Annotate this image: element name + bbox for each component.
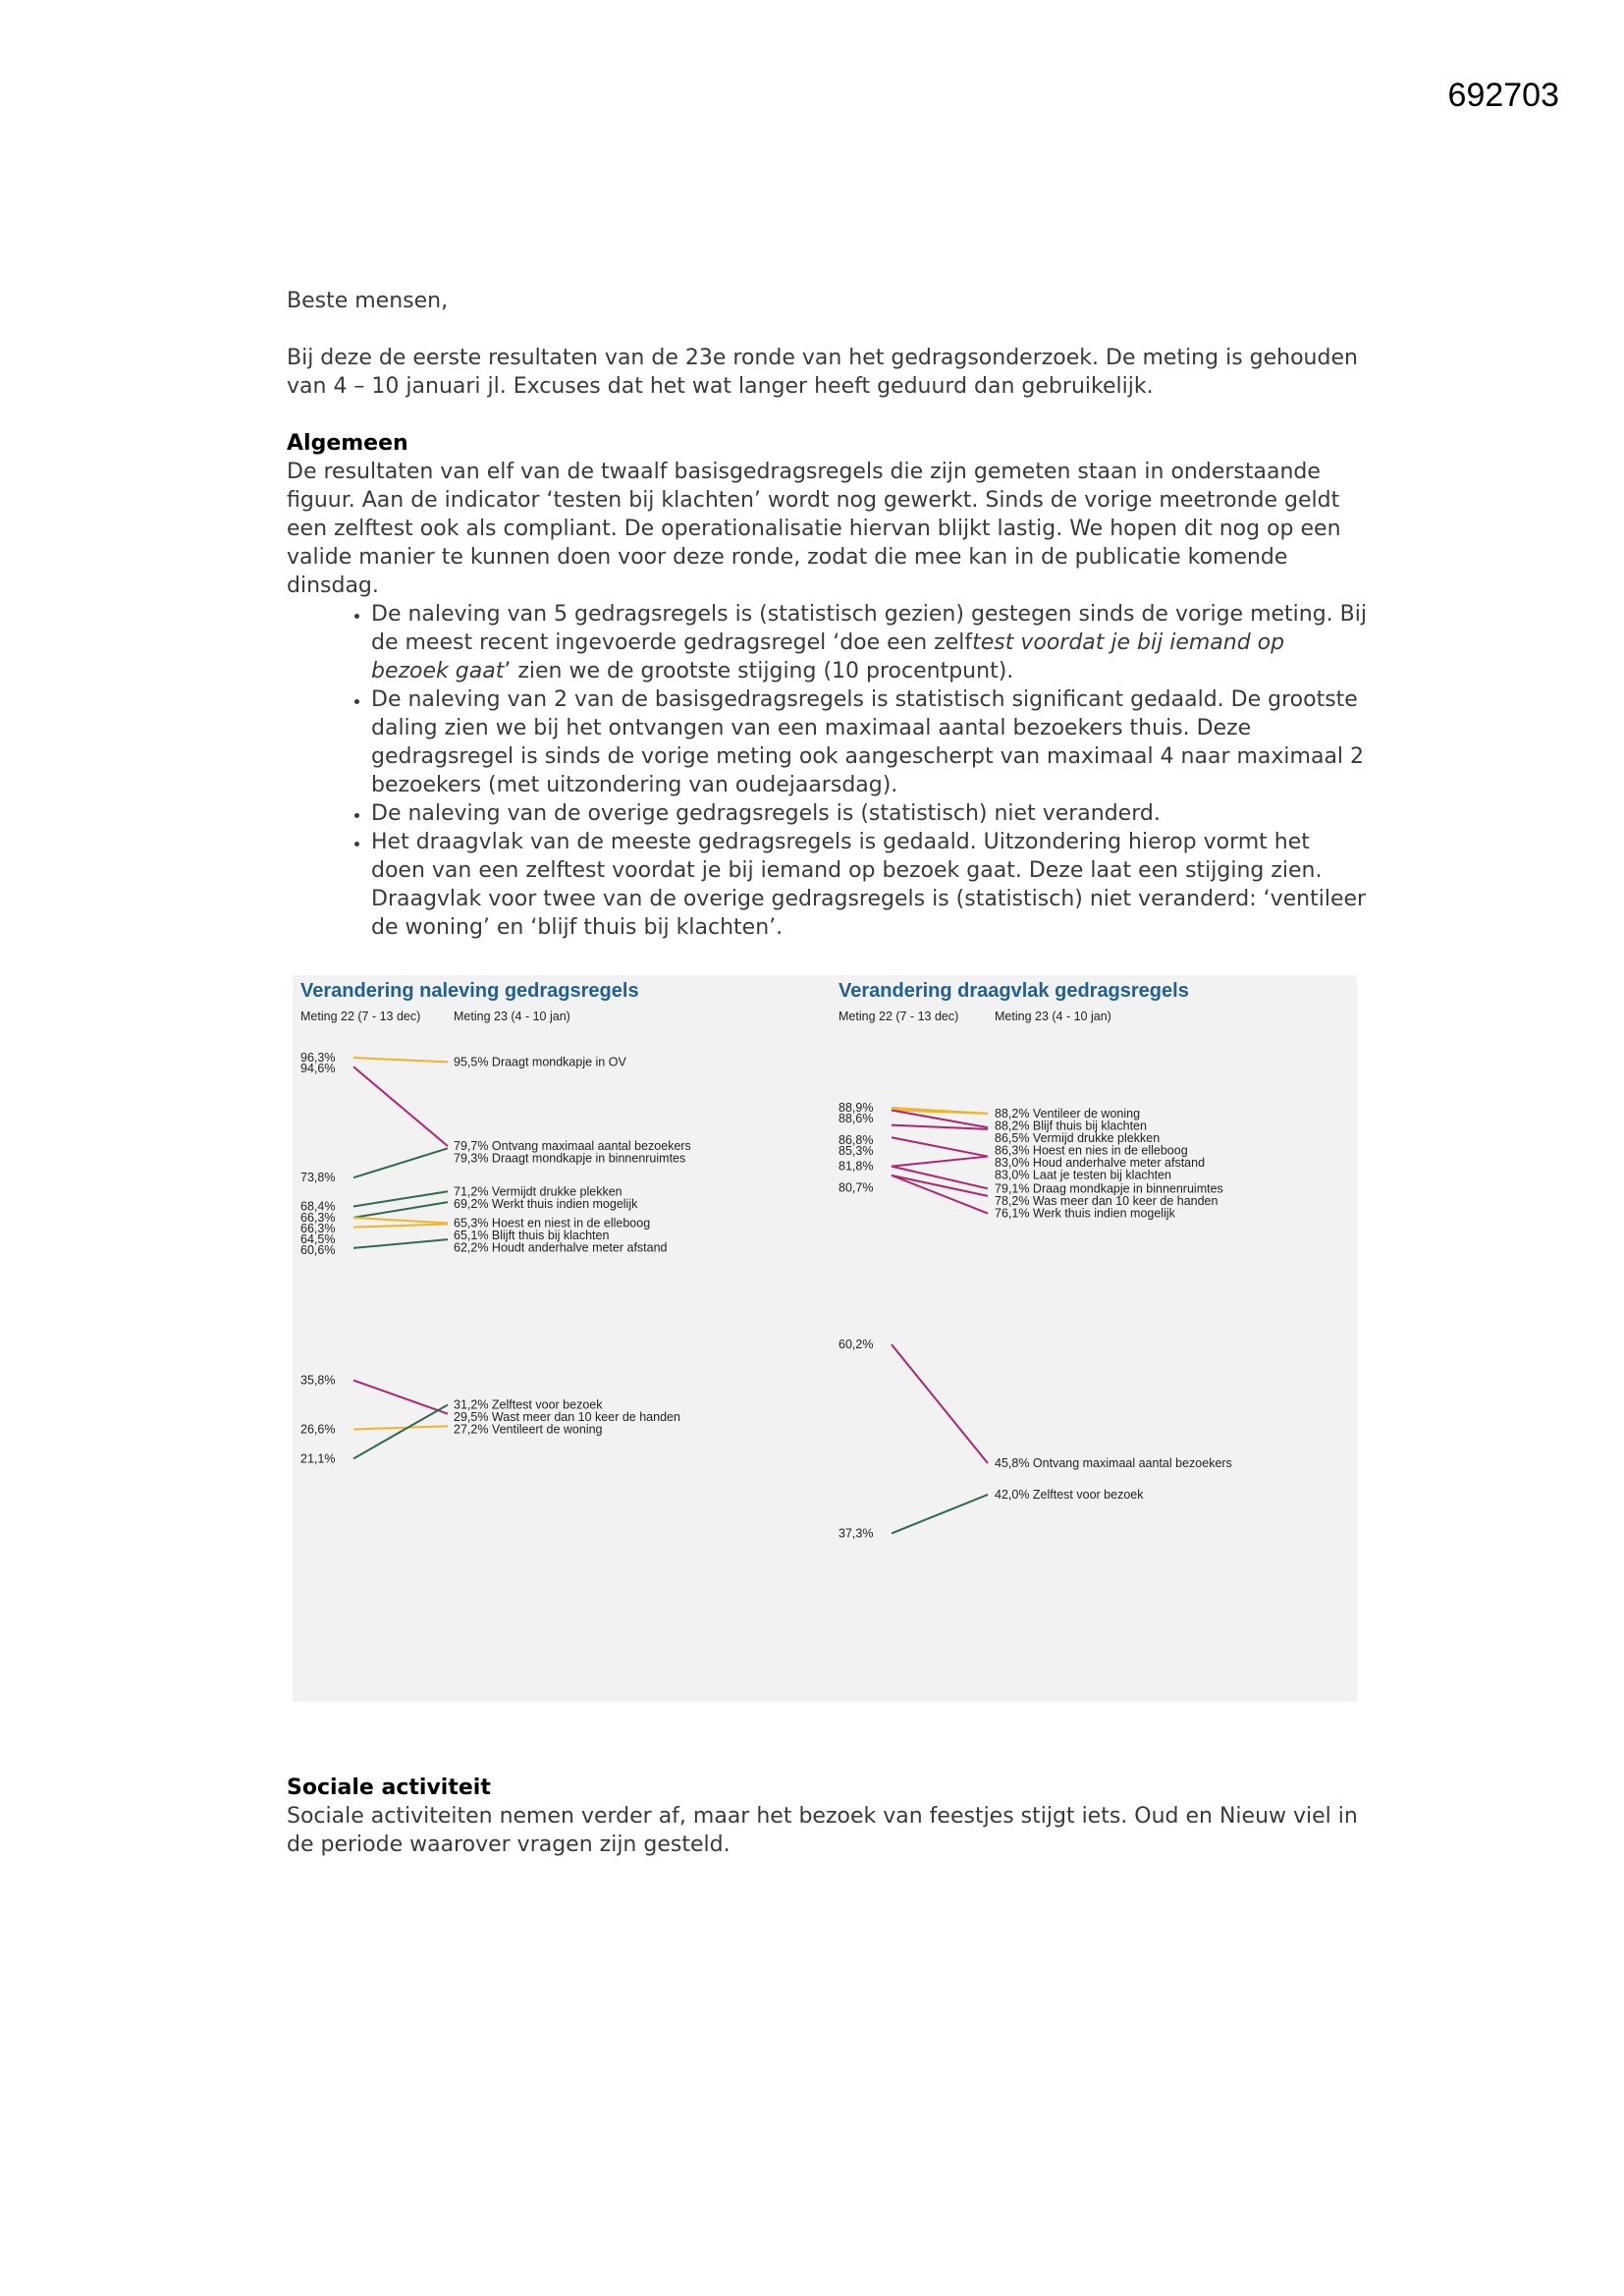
start-value-label: 88,6% — [839, 1112, 874, 1125]
sociale-activiteit-paragraph: Sociale activiteiten nemen verder af, maar het bezoek van feestjes stijgt iets. Oud en Nieuw viel in de periode waarover vragen zijn gesteld. — [287, 1804, 1358, 1857]
end-value-label: 42,0% Zelftest voor bezoek — [995, 1487, 1144, 1502]
start-value-label: 94,6% — [300, 1062, 336, 1075]
start-value-label: 21,1% — [300, 1451, 336, 1466]
slope-line — [353, 1239, 448, 1248]
series-houdt-anderhalve-meter-afstand — [300, 1239, 668, 1257]
x-category-label: Meting 23 (4 - 10 jan) — [995, 1010, 1111, 1023]
slope-charts-svg — [293, 975, 1357, 1702]
end-value-label: 88,2% Blijf thuis bij klachten — [995, 1119, 1147, 1133]
end-value-label: 79,3% Draagt mondkapje in binnenruimtes — [454, 1151, 686, 1166]
document-id: 692703 — [1447, 77, 1559, 114]
slope-line — [892, 1137, 988, 1156]
start-value-label: 81,8% — [839, 1159, 874, 1174]
finding-1-emphasis: test voordat je bij iemand op bezoek gaat — [371, 630, 1285, 683]
finding-1 — [371, 600, 1367, 685]
start-value-label: 86,8% — [839, 1133, 874, 1147]
end-value-label: 83,0% Laat je testen bij klachten — [995, 1168, 1171, 1182]
section-heading-sociale-activiteit: Sociale activiteit — [287, 1776, 491, 1800]
series-ventileer-de-woning — [839, 1101, 1140, 1121]
end-value-label: 31,2% Zelftest voor bezoek — [454, 1397, 603, 1412]
end-value-label: 65,3% Hoest en niest in de elleboog — [454, 1216, 651, 1230]
end-value-label: 29,5% Wast meer dan 10 keer de handen — [454, 1409, 680, 1424]
end-value-label: 83,0% Houd anderhalve meter afstand — [995, 1155, 1206, 1170]
findings-list — [287, 600, 1367, 942]
x-category-label: Meting 22 (7 - 13 dec) — [300, 1010, 421, 1023]
start-value-label: 26,6% — [300, 1422, 336, 1437]
slope-line — [353, 1148, 448, 1177]
start-value-label: 66,3% — [300, 1221, 336, 1235]
x-category-label: Meting 23 (4 - 10 jan) — [454, 1010, 570, 1023]
slope-line — [353, 1058, 448, 1062]
series-ventileert-de-woning — [300, 1422, 603, 1436]
slope-line — [892, 1157, 988, 1167]
slope-line — [353, 1224, 448, 1227]
slope-line — [892, 1344, 988, 1463]
start-value-label: 35,8% — [300, 1373, 336, 1388]
start-value-label: 88,9% — [839, 1101, 874, 1115]
slope-line — [353, 1066, 448, 1146]
slope-line — [892, 1495, 988, 1533]
end-value-label: 86,3% Hoest en nies in de elleboog — [995, 1143, 1188, 1158]
x-category-label: Meting 22 (7 - 13 dec) — [839, 1010, 959, 1023]
end-value-label: 69,2% Werkt thuis indien mogelijk — [454, 1196, 638, 1211]
end-value-label: 86,5% Vermijd drukke plekken — [995, 1130, 1161, 1145]
end-value-label: 79,1% Draag mondkapje in binnenruimtes — [995, 1181, 1223, 1196]
start-value-label: 37,3% — [839, 1526, 874, 1541]
end-value-label: 27,2% Ventileert de woning — [454, 1422, 603, 1437]
end-value-label: 88,2% Ventileer de woning — [995, 1106, 1141, 1121]
slope-line — [353, 1426, 448, 1429]
series-zelftest-voor-bezoek — [839, 1488, 1144, 1540]
slope-line — [353, 1381, 448, 1414]
end-value-label: 95,5% Draagt mondkapje in OV — [454, 1055, 626, 1069]
start-value-label: 60,6% — [300, 1242, 336, 1257]
start-value-label: 68,4% — [300, 1199, 336, 1214]
finding-2: • De naleving van 2 van de basisgedragsregels is statistisch significant gedaald. De grootste daling zien we bij het ontvangen van een maximaal aantal bezoekers thuis. Deze gedragsregel is sinds de vorige meting ook aangescherpt van maximaal 4 naar maximaal 2 bezoekers (met uitzondering van oudejaarsdag). — [371, 685, 1367, 799]
series-draagt-mondkapje-in-binnenruimtes — [300, 1148, 685, 1184]
start-value-label: 66,3% — [300, 1210, 336, 1225]
chart-title: Verandering naleving gedragsregels — [300, 980, 639, 1002]
chart-title: Verandering draagvlak gedragsregels — [839, 980, 1189, 1002]
end-value-label: 76,1% Werk thuis indien mogelijk — [995, 1206, 1175, 1221]
series-ontvang-maximaal-aantal-bezoekers — [839, 1338, 1232, 1470]
end-value-label: 78,2% Was meer dan 10 keer de handen — [995, 1193, 1218, 1208]
end-value-label: 71,2% Vermijdt drukke plekken — [454, 1184, 623, 1199]
intro-paragraph: Bij deze de eerste resultaten van de 23e ronde van het gedragsonderzoek. De meting is gehouden van 4 – 10 januari jl. Excuses dat het wat langer heeft geduurd dan gebruikelijk. — [287, 346, 1358, 399]
start-value-label: 80,7% — [839, 1180, 874, 1195]
end-value-label: 62,2% Houdt anderhalve meter afstand — [454, 1240, 668, 1255]
finding-3: • De naleving van de overige gedragsregels is (statistisch) niet veranderd. — [371, 799, 1367, 828]
section-heading-algemeen: Algemeen — [287, 431, 408, 456]
start-value-label: 60,2% — [839, 1338, 874, 1352]
end-value-label: 65,1% Blijft thuis bij klachten — [454, 1228, 610, 1242]
slope-line — [353, 1218, 448, 1223]
chart-naleving — [300, 980, 691, 1465]
end-value-label: 45,8% Ontvang maximaal aantal bezoekers — [995, 1456, 1232, 1471]
finding-4: • Het draagvlak van de meeste gedragsregels is gedaald. Uitzondering hierop vormt het doen van een zelftest voordat je bij iemand op bezoek gaat. Deze laat een stijging zien. Draagvlak voor twee van de overige gedragsregels is (statistisch) niet veranderd: ‘ventileer de woning’ en ‘blijf thuis bij klachten’. — [371, 828, 1367, 942]
algemeen-paragraph: De resultaten van elf van de twaalf basisgedragsregels die zijn gemeten staan in onderstaande figuur. Aan de indicator ‘testen bij klachten’ wordt nog gewerkt. Sinds de vorige meetronde geldt een zelftest ook als compliant. De operationalisatie hiervan blijkt lastig. We hopen dit nog op een valide manier te kunnen doen voor deze ronde, zodat die mee kan in de publicatie komende dinsdag. — [287, 460, 1341, 598]
slope-charts-figure — [293, 975, 1357, 1702]
start-value-label: 73,8% — [300, 1171, 336, 1185]
series-ontvang-maximaal-aantal-bezoekers — [300, 1062, 691, 1153]
finding-1-text-b: ’ zien we de grootste stijging (10 procentpunt). — [504, 659, 1014, 683]
end-value-label: 79,7% Ontvang maximaal aantal bezoekers — [454, 1139, 691, 1154]
finding-1-text-a: De naleving van 5 gedragsregels is (statistisch gezien) gestegen sinds de vorige meting. Bij de meest recent ingevoerde gedragsregel ‘doe een zelf — [371, 602, 1367, 655]
sociale-activiteit-section — [287, 1774, 1367, 1859]
start-value-label: 96,3% — [300, 1051, 336, 1065]
greeting: Beste mensen, — [287, 289, 449, 313]
chart-draagvlak — [839, 980, 1232, 1540]
start-value-label: 85,3% — [839, 1144, 874, 1158]
slope-line — [892, 1175, 988, 1214]
series-draagt-mondkapje-in-ov — [300, 1051, 626, 1068]
letter-body — [287, 287, 1367, 942]
start-value-label: 64,5% — [300, 1231, 336, 1246]
slope-line — [353, 1404, 448, 1458]
